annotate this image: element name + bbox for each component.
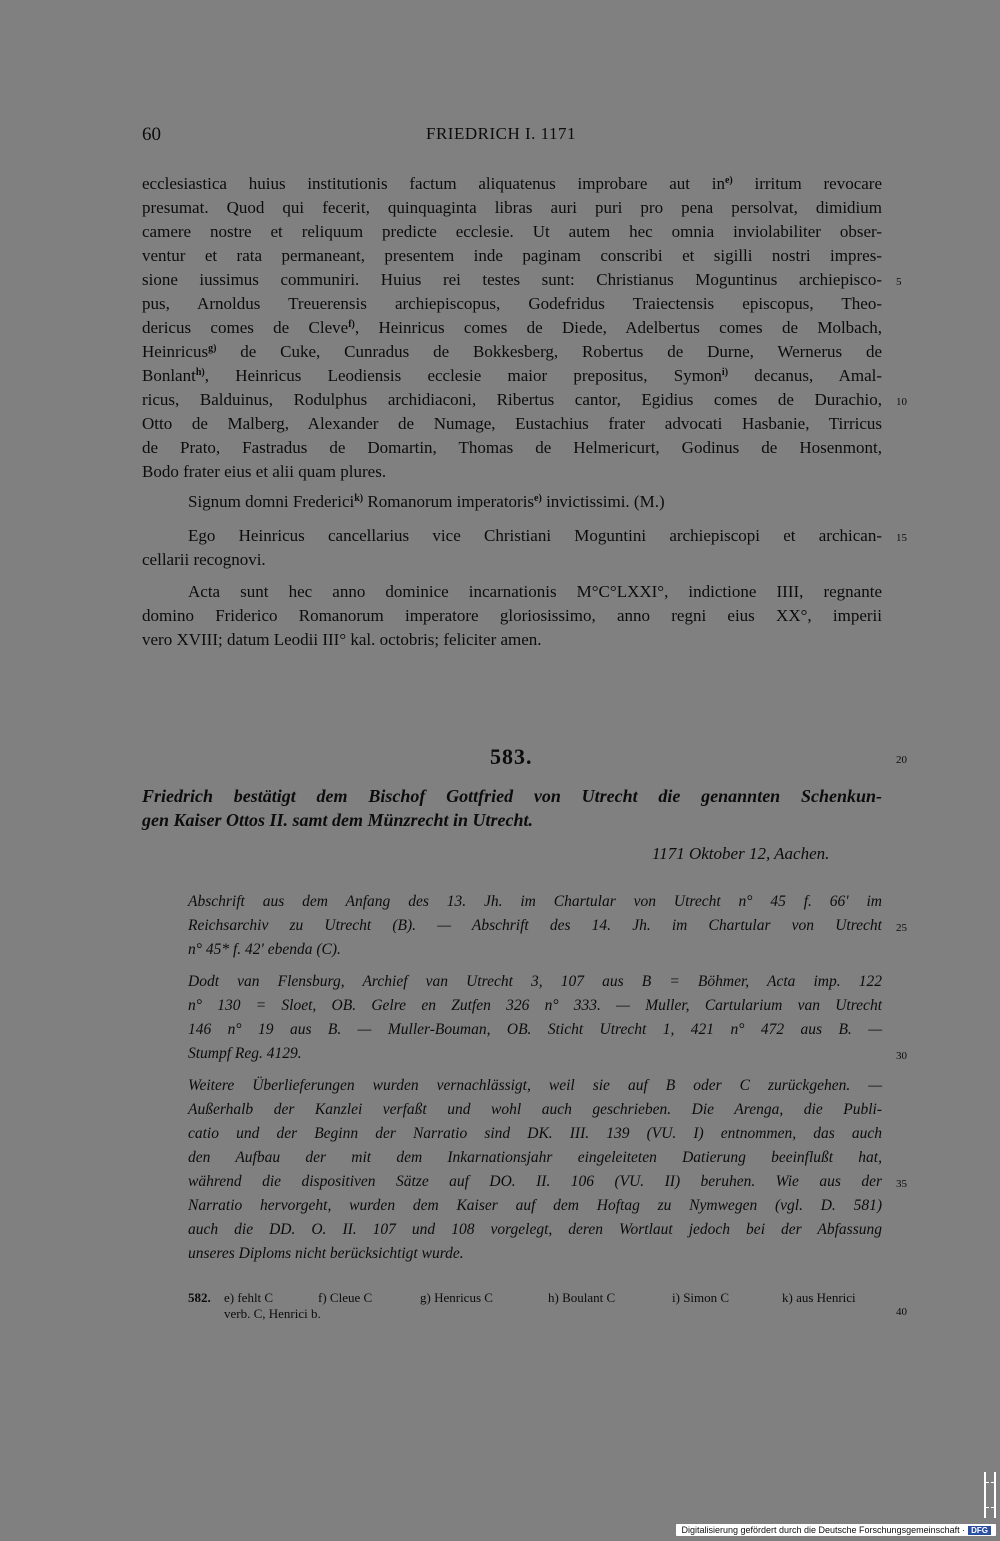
dating-line: Acta sunt hec anno dominice incarnationis M°C°LXXI°, indictione IIII, regnante bbox=[188, 582, 882, 601]
apparatus-line: Abschrift aus dem Anfang des 13. Jh. im Chartular von Utrecht n° 45 f. 66' im bbox=[188, 893, 882, 910]
text-line: pus, Arnoldus Treuerensis archiepiscopus, Godefridus Traiectensis episcopus, Theo- bbox=[142, 294, 882, 313]
apparatus-line: n° 45* f. 42' ebenda (C). bbox=[188, 941, 341, 958]
page-number: 60 bbox=[142, 124, 161, 145]
apparatus-line: Außerhalb der Kanzlei verfaßt und wohl auch geschrieben. Die Arenga, die Publi- bbox=[188, 1101, 882, 1118]
line-number: 40 bbox=[896, 1306, 907, 1318]
text-line: presumat. Quod qui fecerit, quinquaginta libras auri puri pro pena persolvat, dimidium bbox=[142, 198, 882, 217]
text-line: Otto de Malberg, Alexander de Numage, Eustachius frater advocati Hasbanie, Tirricus bbox=[142, 414, 882, 433]
line-number: 5 bbox=[896, 276, 902, 288]
line-number: 15 bbox=[896, 532, 907, 544]
digitization-credit bbox=[676, 1524, 996, 1536]
line-number: 35 bbox=[896, 1178, 907, 1190]
regest-line: Friedrich bestätigt dem Bischof Gottfried von Utrecht die genannten Schenkun- bbox=[142, 786, 882, 806]
footnote: f) Cleue C bbox=[318, 1290, 373, 1305]
text-line: camere nostre et reliquum predicte ecclesie. Ut autem hec omnia inviolabiliter obser- bbox=[142, 222, 882, 241]
footnote: verb. C, Henrici b. bbox=[224, 1306, 321, 1321]
text-line: ecclesiastica huius institutionis factum aliquatenus improbare aut $in^{e)}$ irritum revocare bbox=[142, 174, 882, 193]
text-line: de Prato, Fastradus de Domartin, Thomas de Helmericurt, Godinus de Hosenmont, bbox=[142, 438, 882, 457]
recognition-line: Ego Heinricus cancellarius vice Christiani Moguntini archiepiscopi et archican- bbox=[188, 526, 882, 545]
text-line: ricus, Balduinus, Rodulphus archidiaconi, Ribertus cantor, Egidius comes de Durachio, bbox=[142, 390, 882, 409]
footnote-ref: 582. bbox=[188, 1290, 211, 1305]
line-number: 20 bbox=[896, 754, 907, 766]
apparatus-line: auch die DD. O. II. 107 und 108 vorgelegt, deren Wortlaut jedoch bei der Abfassung bbox=[188, 1221, 882, 1238]
document-number: 583. bbox=[490, 744, 533, 769]
recognition-line: cellarii recognovi. bbox=[142, 550, 266, 569]
line-number: 25 bbox=[896, 922, 907, 934]
scan-ruler-icon bbox=[984, 1472, 996, 1518]
running-title: FRIEDRICH I. 1171 bbox=[426, 124, 577, 143]
apparatus-line: während die dispositiven Sätze auf DO. II. 106 (VU. II) beruhen. Wie aus der bbox=[188, 1173, 882, 1190]
footnote: g) Henricus C bbox=[420, 1290, 493, 1305]
apparatus-line: Reichsarchiv zu Utrecht (B). — Abschrift des 14. Jh. im Chartular von Utrecht bbox=[188, 917, 882, 934]
text-line: Bonlant$^{h)}$, Heinricus Leodiensis ecclesie maior prepositus, Symon$^{i)}$ decanus, Amal- bbox=[142, 366, 882, 385]
apparatus-line: unseres Diploms nicht berücksichtigt wurde. bbox=[188, 1245, 464, 1262]
apparatus-line: 146 n° 19 aus B. — Muller-Bouman, OB. Sticht Utrecht 1, 421 n° 472 aus B. — bbox=[188, 1021, 882, 1038]
apparatus-line: n° 130 = Sloet, OB. Gelre en Zutfen 326 n° 333. — Muller, Cartularium van Utrecht bbox=[188, 997, 882, 1014]
line-number: 10 bbox=[896, 396, 907, 408]
dating-line: domino Friderico Romanorum imperatore gloriosissimo, anno regni eius XX°, imperii bbox=[142, 606, 882, 625]
footnote: h) Boulant C bbox=[548, 1290, 616, 1305]
dating-line: vero XVIII; datum Leodii III° kal. octobris; feliciter amen. bbox=[142, 630, 542, 649]
regest-line: gen Kaiser Ottos II. samt dem Münzrecht in Utrecht. bbox=[142, 810, 534, 830]
text-line: sione iussimus communiri. Huius rei testes sunt: Christianus Moguntinus archiepisco- bbox=[142, 270, 882, 289]
text-line: dericus comes de Cleve$^{f)}$, Heinricus comes de Diede, Adelbertus comes de Molbach, bbox=[142, 318, 883, 337]
credit-text: Digitalisierung gefördert durch die Deutsche Forschungsgemeinschaft · bbox=[681, 1525, 966, 1535]
text-line: ventur et rata permaneant, presentem inde paginam conscribi et sigilli nostri impres- bbox=[142, 246, 882, 265]
apparatus-line: Dodt van Flensburg, Archief van Utrecht 3, 107 aus B = Böhmer, Acta imp. 122 bbox=[188, 973, 882, 990]
footnote: i) Simon C bbox=[672, 1290, 730, 1305]
text-line: Heinricus$^{g)}$ de Cuke, Cunradus de Bokkesberg, Robertus de Durne, Wernerus de bbox=[142, 342, 882, 361]
text-line: Bodo frater eius et alii quam plures. bbox=[142, 462, 387, 481]
line-number: 30 bbox=[896, 1050, 907, 1062]
apparatus-line: Stumpf Reg. 4129. bbox=[188, 1045, 302, 1062]
footnote: e) fehlt C bbox=[224, 1290, 274, 1305]
signum-line: Signum domni Frederici$^{k)}$ Romanorum imperatoris$^{e)}$ invictissimi. (M.) bbox=[188, 492, 665, 511]
apparatus-line: den Aufbau der mit dem Inkarnationsjahr eingeleiteten Datierung beeinflußt hat, bbox=[188, 1149, 882, 1166]
dfg-logo-icon: DFG bbox=[968, 1526, 991, 1535]
apparatus-line: catio und der Beginn der Narratio sind DK. III. 139 (VU. I) entnommen, das auch bbox=[188, 1125, 882, 1142]
footnote: k) aus Henrici bbox=[782, 1290, 856, 1305]
document-date: 1171 Oktober 12, Aachen. bbox=[652, 844, 830, 863]
apparatus-line: Weitere Überlieferungen wurden vernachlässigt, weil sie auf B oder C zurückgehen. — bbox=[188, 1077, 882, 1094]
apparatus-line: Narratio hervorgeht, wurden dem Kaiser auf dem Hoftag zu Nymwegen (vgl. D. 581) bbox=[188, 1197, 882, 1214]
